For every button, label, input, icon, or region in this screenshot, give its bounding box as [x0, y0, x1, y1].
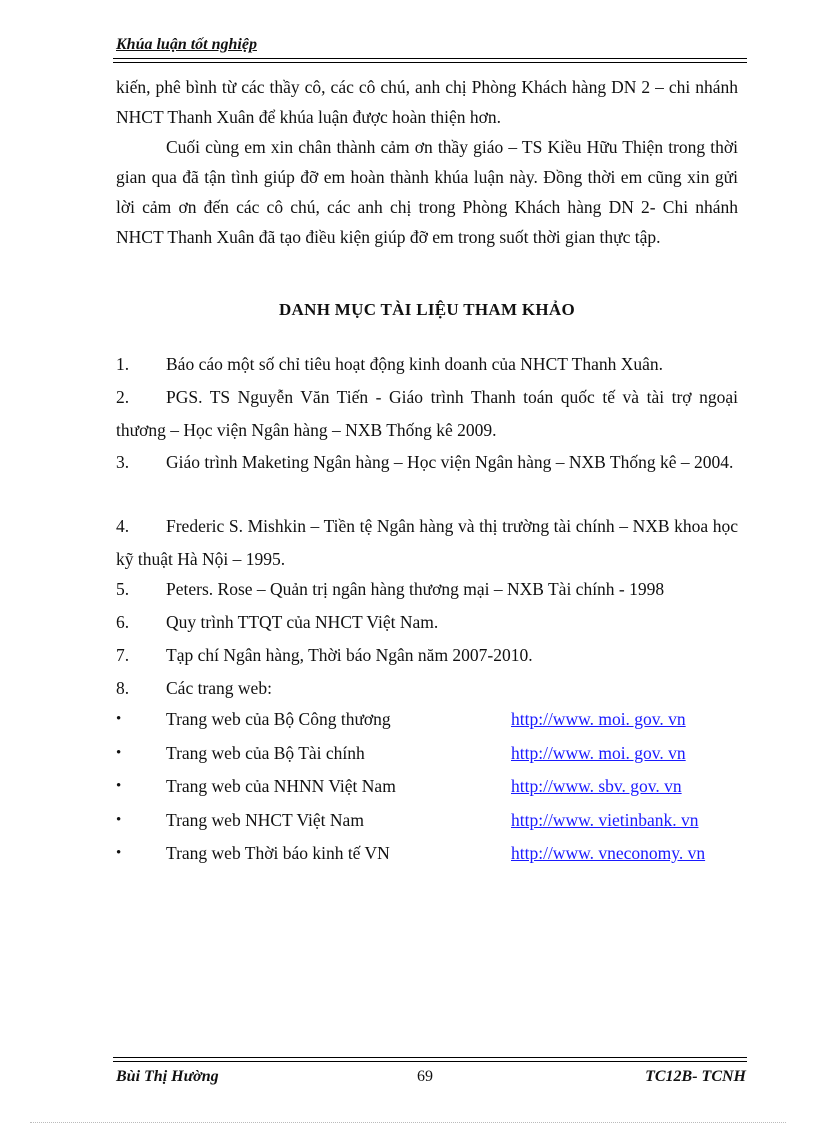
- website-link[interactable]: http://www. vietinbank. vn: [511, 810, 699, 830]
- reference-item: [116, 573, 738, 606]
- website-link[interactable]: http://www. sbv. gov. vn: [511, 776, 682, 796]
- bullet-icon: •: [116, 745, 122, 761]
- website-label: Trang web NHCT Việt Nam: [166, 810, 364, 830]
- website-link[interactable]: http://www. moi. gov. vn: [511, 743, 686, 763]
- bullet-icon: •: [116, 778, 122, 794]
- website-item: [116, 773, 756, 799]
- reference-number: 2.: [116, 387, 130, 407]
- reference-number: 3.: [116, 452, 130, 472]
- website-link[interactable]: http://www. moi. gov. vn: [511, 709, 686, 729]
- header-rule-bottom: [113, 62, 747, 63]
- website-label: Trang web của NHNN Việt Nam: [166, 776, 396, 796]
- paragraph-acknowledgement: Cuối cùng em xin chân thành cảm ơn thầy giáo – TS Kiều Hữu Thiện trong thời gian qua đã tận tình giúp đỡ em hoàn thành khúa luận này. Đồng thời em cũng xin gửi lời cảm ơn đến các cô chú, các anh chị trong Phòng Khách hàng DN 2- Chi nhánh NHCT Thanh Xuân đã tạo điều kiện giúp đỡ em trong suốt thời gian thực tập.: [116, 137, 738, 247]
- reference-number: 4.: [116, 516, 130, 536]
- website-link[interactable]: http://www. vneconomy. vn: [511, 843, 706, 863]
- reference-text: Frederic S. Mishkin – Tiền tệ Ngân hàng và thị trường tài chính – NXB khoa học kỹ thuật Hà Nội – 1995.: [116, 516, 738, 569]
- reference-item: [116, 510, 738, 576]
- paragraph-continuation: kiến, phê bình từ các thầy cô, các cô chú, anh chị Phòng Khách hàng DN 2 – chi nhánh NHCT Thanh Xuân để khúa luận được hoàn thiện hơn.: [116, 77, 738, 127]
- reference-item: [116, 446, 738, 479]
- footer-class-code: TC12B- TCNH: [645, 1068, 746, 1085]
- website-label: Trang web của Bộ Tài chính: [166, 743, 365, 763]
- footer-rule-bottom: [113, 1061, 747, 1062]
- reference-number: 5.: [116, 579, 130, 599]
- website-item: [116, 807, 756, 833]
- reference-text: PGS. TS Nguyễn Văn Tiến - Giáo trình Thanh toán quốc tế và tài trợ ngoại thương – Học viện Ngân hàng – NXB Thống kê 2009.: [116, 387, 738, 440]
- reference-text: Báo cáo một số chỉ tiêu hoạt động kinh doanh của NHCT Thanh Xuân.: [166, 354, 664, 374]
- reference-text: Giáo trình Maketing Ngân hàng – Học viện Ngân hàng – NXB Thống kê – 2004.: [166, 452, 734, 472]
- reference-number: 7.: [116, 645, 130, 665]
- reference-item: [116, 639, 738, 672]
- website-item: [116, 706, 756, 732]
- website-label: Trang web Thời báo kinh tế VN: [166, 843, 390, 863]
- website-item: [116, 840, 756, 866]
- page-number: 69: [417, 1068, 433, 1085]
- bullet-icon: •: [116, 845, 122, 861]
- reference-text: Tạp chí Ngân hàng, Thời báo Ngân năm 2007-2010.: [166, 645, 533, 665]
- reference-text: Các trang web:: [166, 678, 272, 698]
- website-item: [116, 740, 756, 766]
- reference-number: 6.: [116, 612, 130, 632]
- reference-number: 1.: [116, 354, 130, 374]
- reference-text: Peters. Rose – Quản trị ngân hàng thương mại – NXB Tài chính - 1998: [166, 579, 665, 599]
- website-label: Trang web của Bộ Công thương: [166, 709, 391, 729]
- bullet-icon: •: [116, 711, 122, 727]
- reference-text: Quy trình TTQT của NHCT Việt Nam.: [166, 612, 439, 632]
- references-heading: DANH MỤC TÀI LIỆU THAM KHẢO: [278, 300, 576, 319]
- header-title: Khúa luận tốt nghiệp: [116, 36, 257, 53]
- header-rule-top: [113, 58, 747, 59]
- reference-item: [116, 672, 738, 705]
- footer-author: Bùi Thị Hường: [116, 1068, 219, 1085]
- reference-item: [116, 348, 738, 381]
- reference-item: [116, 381, 738, 447]
- footer-rule-top: [113, 1057, 747, 1058]
- reference-number: 8.: [116, 678, 130, 698]
- reference-item: [116, 606, 738, 639]
- bullet-icon: •: [116, 812, 122, 828]
